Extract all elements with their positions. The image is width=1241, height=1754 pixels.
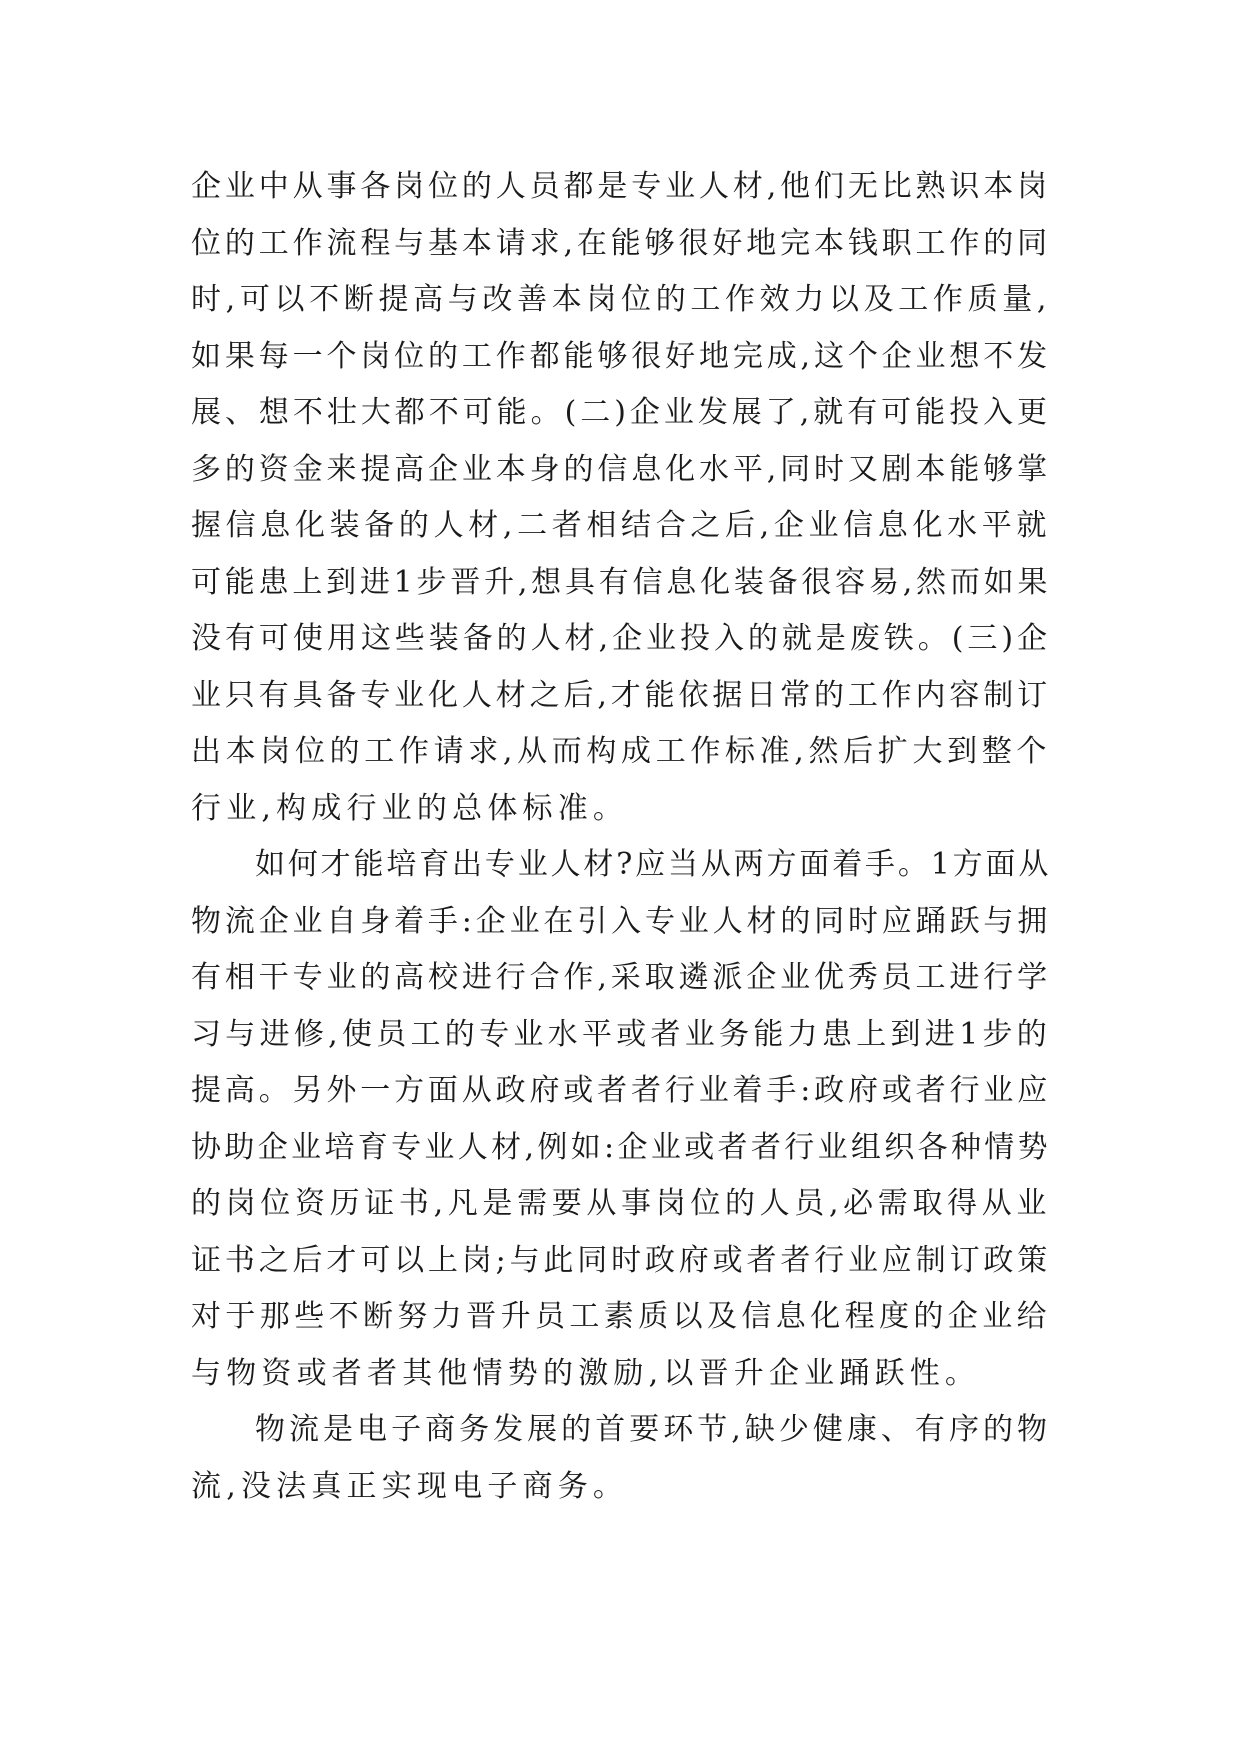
text-line: 习与进修,使员工的专业水平或者业务能力患上到进1步的 bbox=[191, 1016, 1051, 1052]
text-line: 握信息化装备的人材,二者相结合之后,企业信息化水平就 bbox=[191, 508, 1052, 543]
text-line: 流,没法真正实现电子商务。 bbox=[191, 1468, 629, 1504]
text-line: 位的工作流程与基本请求,在能够很好地完本钱职工作的同 bbox=[191, 225, 1051, 261]
text-line: 物流是电子商务发展的首要环节,缺少健康、有序的物 bbox=[255, 1412, 1051, 1447]
text-line: 的岗位资历证书,凡是需要从事岗位的人员,必需取得从业 bbox=[191, 1186, 1052, 1221]
text-line: 提高。另外一方面从政府或者者行业着手:政府或者行业应 bbox=[191, 1073, 1052, 1108]
text-line: 行业,构成行业的总体标准。 bbox=[191, 790, 629, 826]
text-line: 出本岗位的工作请求,从而构成工作标准,然后扩大到整个 bbox=[191, 734, 1052, 769]
text-line: 协助企业培育专业人材,例如:企业或者者行业组织各种情势 bbox=[191, 1129, 1051, 1165]
text-line: 可能患上到进1步晋升,想具有信息化装备很容易,然而如果 bbox=[191, 564, 1052, 600]
text-line: 展、想不壮大都不可能。(二)企业发展了,就有可能投入更 bbox=[191, 395, 1051, 430]
text-line: 与物资或者者其他情势的激励,以晋升企业踊跃性。 bbox=[191, 1355, 981, 1391]
text-line: 时,可以不断提高与改善本岗位的工作效力以及工作质量, bbox=[191, 282, 1052, 317]
text-line: 多的资金来提高企业本身的信息化水平,同时又剧本能够掌 bbox=[191, 451, 1051, 487]
text-line: 物流企业自身着手:企业在引入专业人材的同时应踊跃与拥 bbox=[191, 903, 1052, 939]
body-text bbox=[191, 159, 1051, 1515]
text-line: 如果每一个岗位的工作都能够很好地完成,这个企业想不发 bbox=[191, 338, 1051, 374]
text-line: 如何才能培育出专业人材?应当从两方面着手。1方面从 bbox=[255, 847, 1052, 882]
paragraph-1 bbox=[191, 159, 1051, 837]
text-line: 对于那些不断努力晋升员工素质以及信息化程度的企业给 bbox=[191, 1299, 1051, 1334]
text-line: 企业中从事各岗位的人员都是专业人材,他们无比熟识本岗 bbox=[191, 169, 1051, 204]
paragraph-2 bbox=[191, 837, 1051, 1402]
text-line: 没有可使用这些装备的人材,企业投入的就是废铁。(三)企 bbox=[191, 621, 1051, 656]
text-line: 证书之后才可以上岗;与此同时政府或者者行业应制订政策 bbox=[191, 1242, 1052, 1278]
paragraph-3 bbox=[191, 1402, 1051, 1515]
text-line: 业只有具备专业化人材之后,才能依据日常的工作内容制订 bbox=[191, 677, 1051, 713]
text-line: 有相干专业的高校进行合作,采取遴派企业优秀员工进行学 bbox=[191, 960, 1051, 995]
